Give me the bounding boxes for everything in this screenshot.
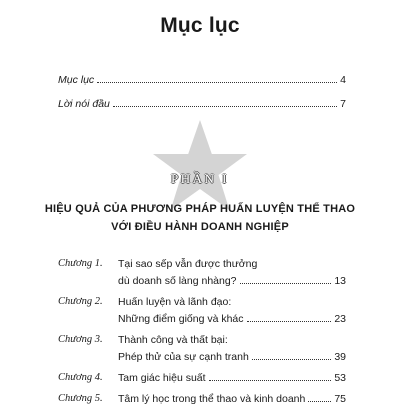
chapter-page: 53 xyxy=(334,372,346,384)
leader-dots xyxy=(97,82,337,83)
toc-entry-front-1[interactable] xyxy=(58,70,346,86)
chapter-title: Tại sao sếp vẫn được thưởng xyxy=(118,258,258,270)
chapter-page: 39 xyxy=(334,351,346,363)
chapter-title: Tâm lý học trong thể thao và kinh doanh xyxy=(118,393,306,405)
toc-entry-label: Mục lục xyxy=(58,74,95,86)
chapter-title: dù doanh số làng nhàng? xyxy=(118,275,237,287)
toc-entry-chapter-3-line-2[interactable] xyxy=(118,349,346,363)
toc-entry-front-2[interactable] xyxy=(58,94,346,110)
toc-entry-chapter-1[interactable] xyxy=(118,256,346,270)
chapter-title: Phép thử của sự cạnh tranh xyxy=(118,351,249,363)
chapter-title: Huấn luyện và lãnh đạo: xyxy=(118,296,232,308)
chapter-title: Thành công và thất bại: xyxy=(118,334,228,346)
chapter-label: Chương 5. xyxy=(58,393,103,404)
toc-entry-chapter-5[interactable] xyxy=(118,391,346,405)
part-title-line-1: HIỆU QUẢ CỦA PHƯƠNG PHÁP HUẤN LUYỆN THỂ THAO xyxy=(44,203,356,215)
chapter-label: Chương 3. xyxy=(58,334,103,345)
toc-entry-chapter-3[interactable] xyxy=(118,332,346,346)
toc-entry-chapter-2-line-2[interactable] xyxy=(118,311,346,325)
chapter-title: Những điểm giống và khác xyxy=(118,313,244,325)
chapter-title: Tam giác hiệu suất xyxy=(118,372,206,384)
chapter-label: Chương 1. xyxy=(58,258,103,269)
chapter-page: 75 xyxy=(334,393,346,405)
chapter-label: Chương 4. xyxy=(58,372,103,383)
part-title-line-2: VỚI ĐIỀU HÀNH DOANH NGHIỆP xyxy=(111,221,289,233)
chapter-page: 13 xyxy=(334,275,346,287)
toc-entry-label: Lời nói đầu xyxy=(58,98,110,110)
chapter-page: 23 xyxy=(334,313,346,325)
page-title: Mục lục xyxy=(160,14,240,37)
toc-entry-page: 4 xyxy=(340,74,346,86)
toc-entry-chapter-2[interactable] xyxy=(118,294,346,308)
leader-dots xyxy=(247,321,332,322)
leader-dots xyxy=(252,359,332,360)
toc-entry-chapter-4[interactable] xyxy=(118,370,346,384)
leader-dots xyxy=(308,401,331,402)
leader-dots xyxy=(113,106,337,107)
leader-dots xyxy=(209,380,332,381)
toc-entry-page: 7 xyxy=(340,98,346,110)
leader-dots xyxy=(240,283,332,284)
part-label: PHẦN I xyxy=(171,171,229,186)
chapter-label: Chương 2. xyxy=(58,296,103,307)
toc-entry-chapter-1-line-2[interactable] xyxy=(118,273,346,287)
star-icon xyxy=(150,118,250,214)
